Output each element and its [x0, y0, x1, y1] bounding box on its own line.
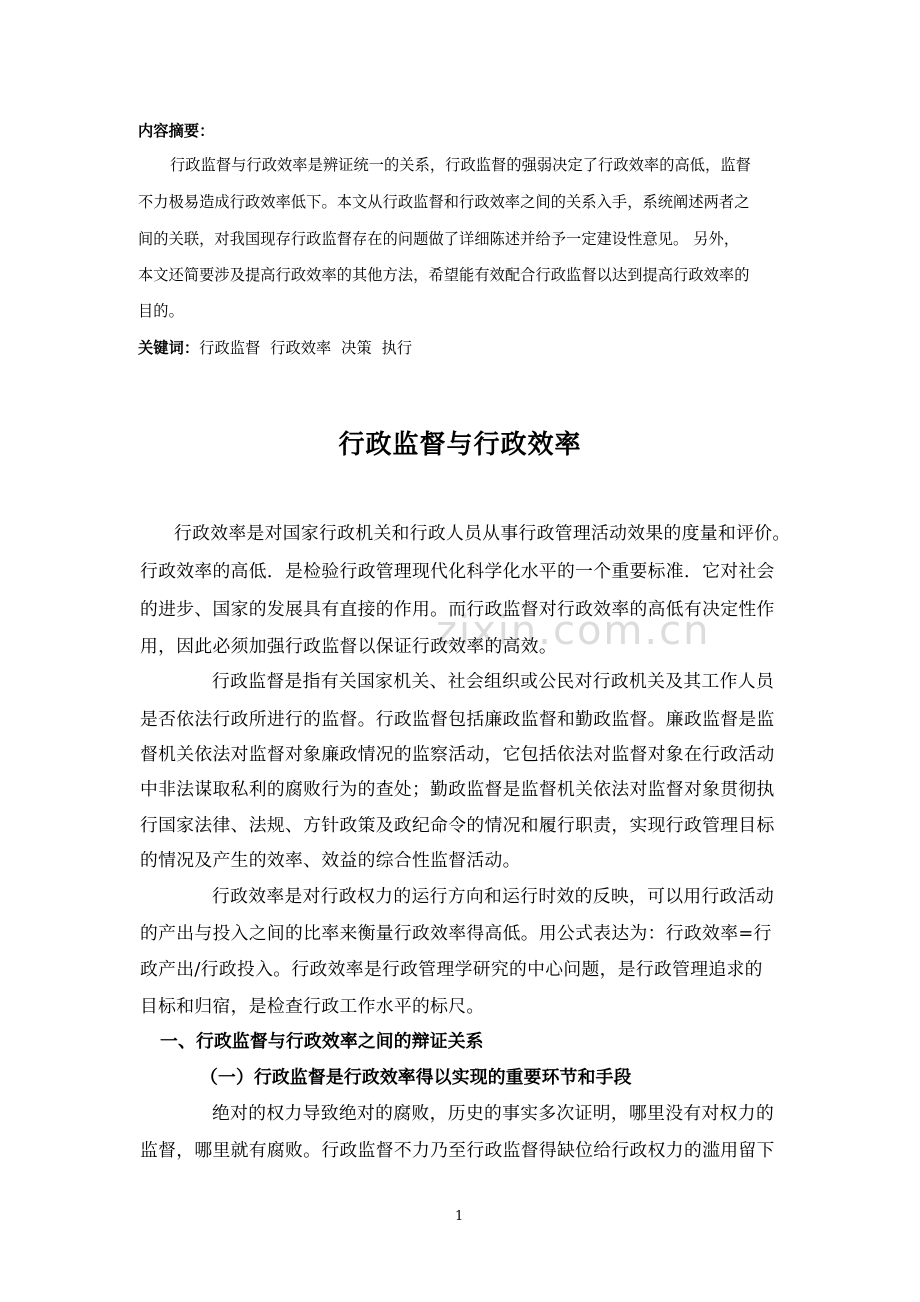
section-heading: 一、行政监督与行政效率之间的辩证关系	[160, 1031, 484, 1052]
keywords-label: 关键词：	[138, 339, 200, 357]
watermark: zixin.com.cn	[436, 608, 711, 654]
abstract-line: 不力极易造成行政效率低下。本文从行政监督和行政效率之间的关系入手，系统阐述两者之	[138, 193, 750, 211]
body-line: 用，因此必须加强行政监督以保证行政效率的高效。	[140, 636, 558, 657]
body-line: 行政效率是对行政权力的运行方向和运行时效的反映，可以用行政活动	[212, 886, 775, 907]
keywords-line	[138, 337, 412, 358]
body-line: 目标和归宿，是检查行政工作水平的标尺。	[140, 996, 485, 1017]
body-line: 绝对的权力导致绝对的腐败，历史的事实多次证明，哪里没有对权力的	[212, 1103, 775, 1124]
abstract-line: 间的关联，对我国现存行政监督存在的问题做了详细陈述并给予一定建设性意见。 另外，	[138, 230, 740, 248]
body-line: 监督，哪里就有腐败。行政监督不力乃至行政监督得缺位给行政权力的滥用留下	[140, 1140, 775, 1161]
body-line: 是否依法行政所进行的监督。行政监督包括廉政监督和勤政监督。廉政监督是监	[140, 709, 775, 730]
body-line: 的进步、国家的发展具有直接的作用。而行政监督对行政效率的高低有决定性作	[140, 599, 775, 620]
body-line: 行国家法律、法规、方针政策及政纪命令的情况和履行职责，实现行政管理目标	[140, 815, 775, 836]
body-line: 督机关依法对监督对象廉政情况的监察活动，它包括依法对监督对象在行政活动	[140, 744, 775, 765]
page-number: 1	[455, 1209, 464, 1224]
abstract-heading: 内容摘要：	[138, 122, 215, 140]
body-line: 行政效率是对国家行政机关和行政人员从事行政管理活动效果的度量和评价。	[174, 523, 791, 544]
keywords-text: 行政监督 行政效率 决策 执行	[199, 339, 413, 357]
abstract-line: 本文还简要涉及提高行政效率的其他方法，希望能有效配合行政监督以达到提高行政效率的	[138, 266, 750, 284]
body-line: 行政监督是指有关国家机关、社会组织或公民对行政机关及其工作人员	[212, 671, 775, 692]
body-line: 的情况及产生的效率、效益的综合性监督活动。	[140, 850, 521, 871]
abstract-line: 目的。	[138, 302, 184, 320]
body-line: 行政效率的高低．是检验行政管理现代化科学化水平的一个重要标准．它对社会	[140, 561, 775, 582]
body-line: 政产出/行政投入。行政效率是行政管理学研究的中心问题，是行政管理追求的	[140, 959, 763, 980]
document-title: 行政监督与行政效率	[338, 430, 582, 460]
body-line: 的产出与投入之间的比率来衡量行政效率得高低。用公式表达为：行政效率=行	[140, 923, 772, 944]
body-line: 中非法谋取私利的腐败行为的查处；勤政监督是监督机关依法对监督对象贯彻执	[140, 779, 775, 800]
abstract-line: 行政监督与行政效率是辨证统一的关系，行政监督的强弱决定了行政效率的高低，监督	[170, 156, 751, 174]
subsection-heading: （一）行政监督是行政效率得以实现的重要环节和手段	[200, 1067, 632, 1088]
